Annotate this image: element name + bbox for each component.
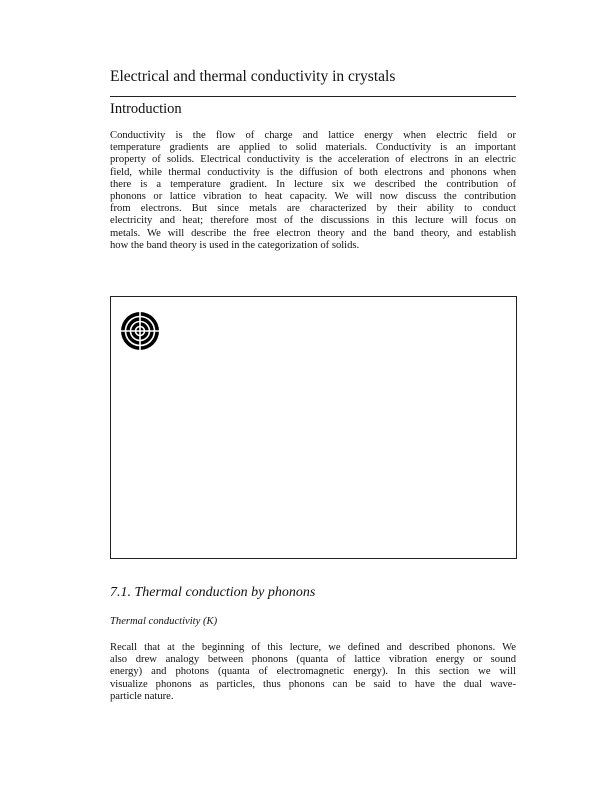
paragraph-line: phonons or lattice vibration to heat capacity. We will now discuss the contribution	[110, 190, 516, 202]
paragraph-line: electricity and heat; therefore most of the discussions in this lecture will focus on	[110, 215, 516, 227]
paragraph-line: property of solids. Electrical conductivity is the acceleration of electrons in an electric	[110, 154, 516, 166]
paragraph-line: energy) and photons (quanta of electromagnetic energy). In this section we will	[110, 666, 516, 678]
title-divider	[110, 96, 516, 97]
paragraph-line: metals. We will describe the free electron theory and the band theory, and establish	[110, 227, 516, 239]
section-paragraph	[110, 642, 516, 703]
section-heading: 7.1. Thermal conduction by phonons	[110, 585, 316, 600]
intro-heading: Introduction	[110, 101, 182, 117]
paragraph-line: visualize phonons as particles, thus phonons can be said to have the dual wave-	[110, 678, 516, 690]
paragraph-line: field, while thermal conductivity is the diffusion of both electrons and phonons when	[110, 166, 516, 178]
paragraph-line: temperature gradients are applied to solid materials. Conductivity is an important	[110, 142, 516, 154]
paragraph-line: also drew analogy between phonons (quanta of lattice vibration energy or sound	[110, 654, 516, 666]
embedded-media-frame[interactable]	[110, 296, 517, 559]
intro-paragraph	[110, 130, 516, 252]
paragraph-line: from electrons. But since metals are characterized by their ability to conduct	[110, 203, 516, 215]
paragraph-line: particle nature.	[110, 690, 174, 702]
subsection-heading: Thermal conductivity (K)	[110, 616, 218, 627]
paragraph-line: there is a temperature gradient. In lecture six we described the contribution of	[110, 178, 516, 190]
paragraph-line: how the band theory is used in the categorization of solids.	[110, 239, 360, 251]
paragraph-line: Conductivity is the flow of charge and lattice energy when electric field or	[110, 130, 516, 141]
paragraph-line: Recall that at the beginning of this lecture, we defined and described phonons. We	[110, 642, 516, 653]
media-placeholder-icon	[119, 310, 161, 352]
document-title: Electrical and thermal conductivity in crystals	[110, 68, 396, 85]
